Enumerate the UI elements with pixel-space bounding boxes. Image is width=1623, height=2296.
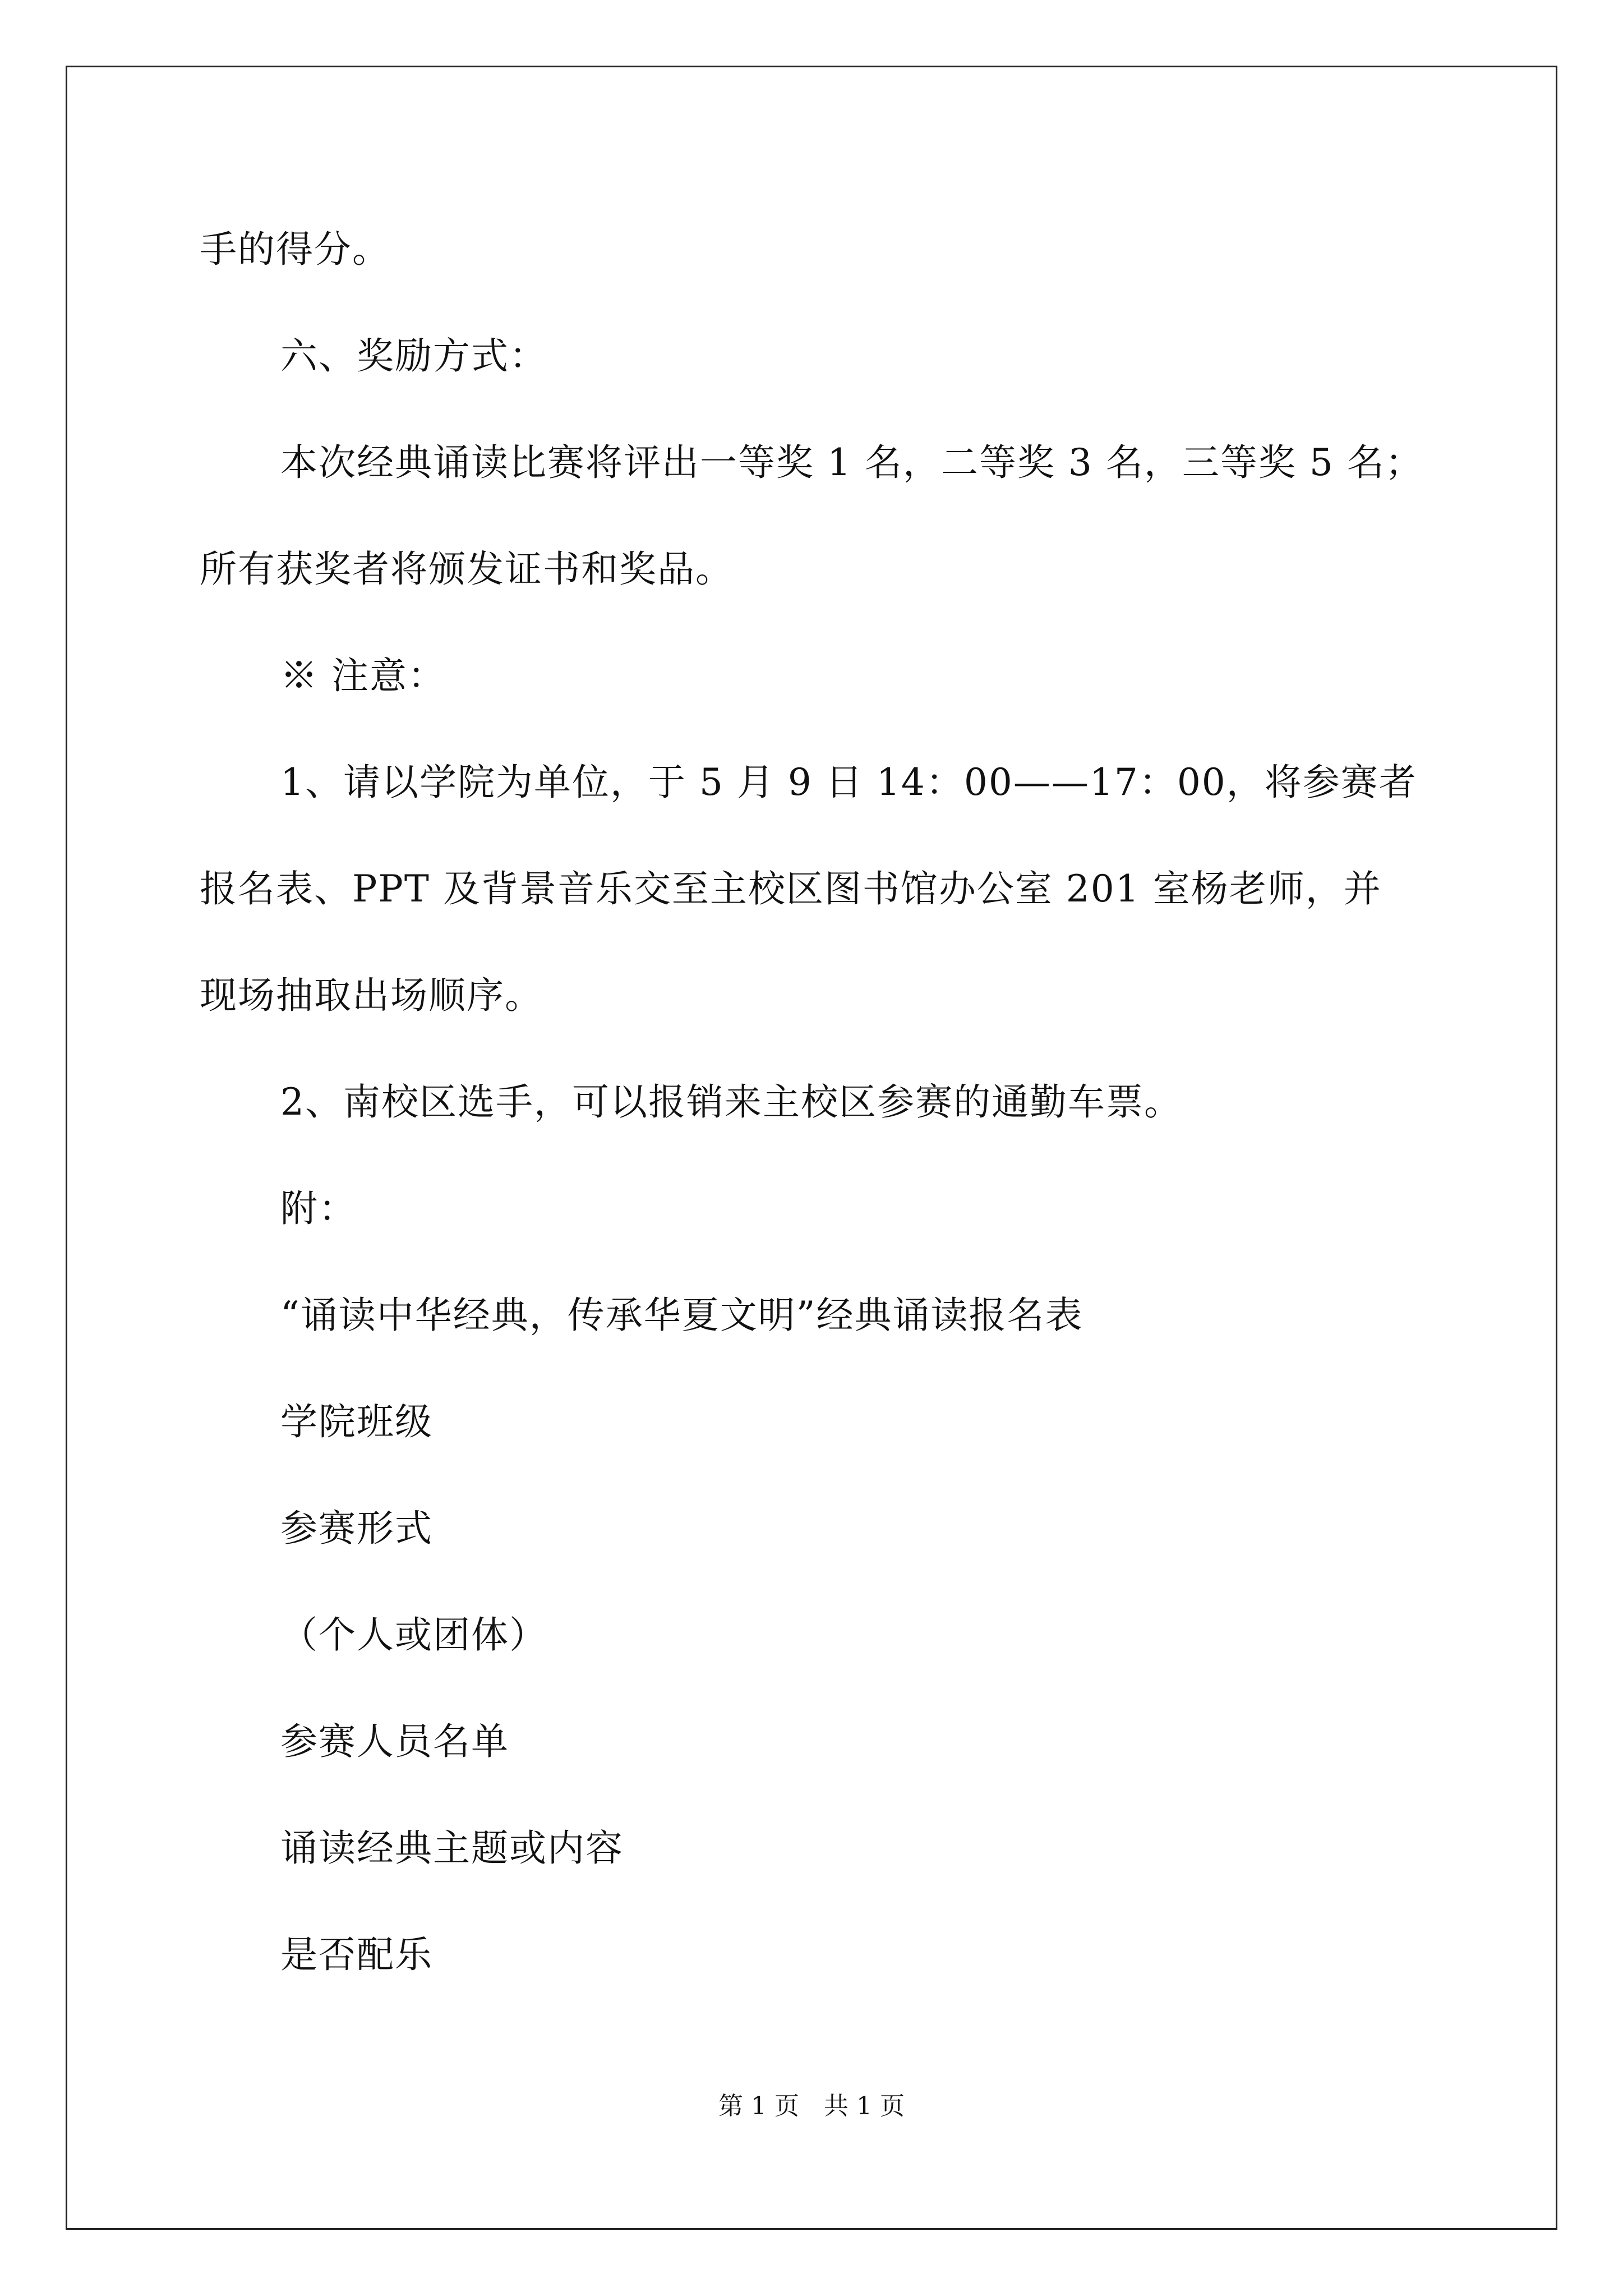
text-line: 本次经典诵读比赛将评出一等奖 1 名，二等奖 3 名，三等奖 5 名； [280, 441, 1423, 484]
appendix-label: 附： [280, 1187, 357, 1230]
text-line: 手的得分。 [200, 228, 390, 271]
text-line: 1、请以学院为单位，于 5 月 9 日 14：00——17：00，将参赛者 [280, 761, 1417, 804]
text-line: 现场抽取出场顺序。 [200, 974, 543, 1017]
form-field-label: 诵读经典主题或内容 [280, 1826, 624, 1870]
notice-heading: ※ 注意： [280, 654, 446, 697]
form-field-label: 学院班级 [280, 1400, 433, 1443]
text-line: 2、南校区选手，可以报销来主校区参赛的通勤车票。 [280, 1080, 1182, 1124]
section-heading-rewards: 六、奖励方式： [280, 334, 547, 378]
form-field-label: （个人或团体） [280, 1613, 547, 1657]
form-field-label: 参赛人员名单 [280, 1720, 509, 1763]
page-number-footer: 第 1 页 共 1 页 [718, 2092, 905, 2120]
form-title: “诵读中华经典，传承华夏文明”经典诵读报名表 [280, 1294, 1083, 1337]
form-field-label: 参赛形式 [280, 1507, 433, 1550]
text-line: 所有获奖者将颁发证书和奖品。 [200, 547, 734, 591]
text-line: 报名表、PPT 及背景音乐交至主校区图书馆办公室 201 室杨老师，并 [200, 867, 1382, 910]
form-field-label: 是否配乐 [280, 1933, 433, 1976]
page-border [66, 66, 1557, 2230]
